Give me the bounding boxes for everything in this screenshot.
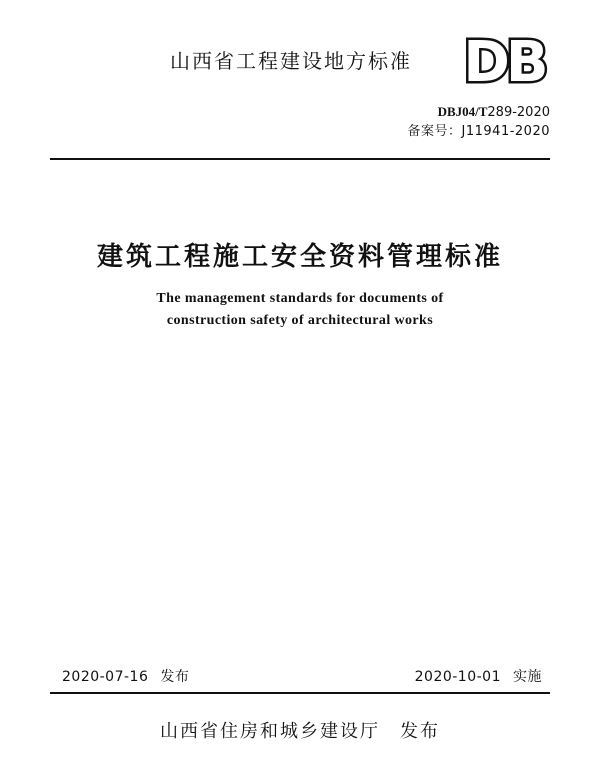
standard-number-suffix: 289-2020 [487, 105, 550, 120]
top-divider [50, 158, 550, 160]
db-logo-text: DB [463, 34, 545, 86]
standard-category: 山西省工程建设地方标准 [170, 49, 412, 73]
implement-date: 2020-10-01 [414, 669, 501, 685]
publish-label: 发布 [160, 669, 190, 685]
implement-date-line [415, 668, 542, 686]
issuer-action: 发布 [400, 721, 440, 742]
implement-label: 实施 [513, 669, 542, 685]
title-english-line-1: The management standards for documents of [156, 291, 444, 306]
standard-number [438, 104, 550, 121]
publish-date: 2020-07-16 [62, 669, 149, 685]
issuer-line [0, 720, 600, 744]
db-logo [452, 34, 556, 86]
publish-date-line [62, 668, 189, 686]
title-chinese: 建筑工程施工安全资料管理标准 [96, 242, 503, 272]
standard-number-prefix: DBJ04/T [437, 104, 488, 119]
bottom-divider [50, 692, 550, 694]
filing-number: 备案号：J11941-2020 [407, 124, 550, 139]
issuer-name: 山西省住房和城乡建设厅 [160, 721, 380, 742]
title-english-line-2: construction safety of architectural works [166, 313, 434, 328]
